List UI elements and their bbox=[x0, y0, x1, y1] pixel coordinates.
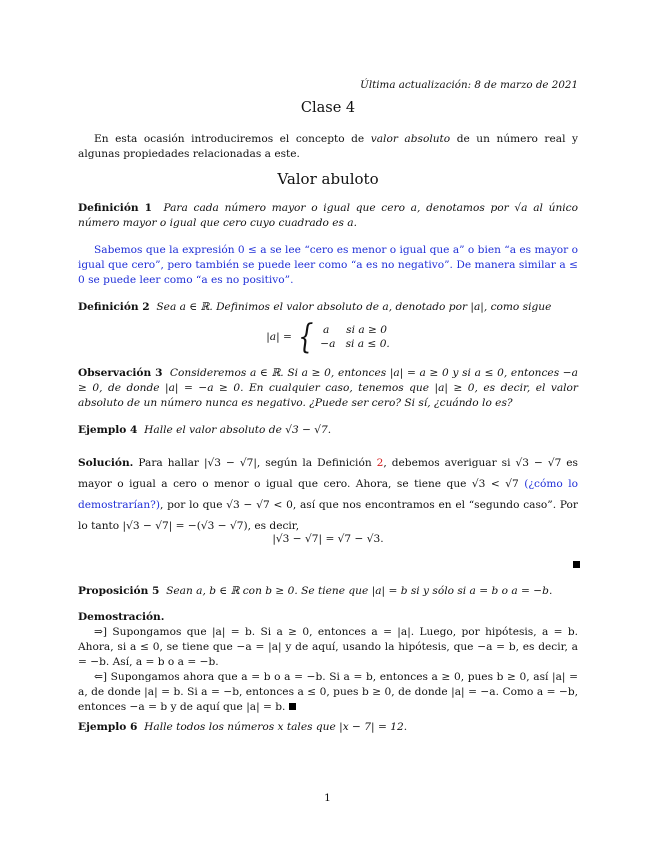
definition-2-label: Definición 2 bbox=[78, 301, 150, 313]
intro-paragraph: En esta ocasión introduciremos el concepto de valor absoluto de un número real y algunas propiedades relacionadas a este. bbox=[78, 133, 578, 160]
example-4-text: Halle el valor absoluto de √3 − √7. bbox=[144, 424, 332, 436]
definition-2-text: Sea a ∈ ℝ. Definimos el valor absoluto de a, denotado por |a|, como sigue bbox=[156, 301, 552, 313]
example-4-label: Ejemplo 4 bbox=[78, 424, 138, 436]
last-updated: Última actualización: 8 de marzo de 2021 bbox=[360, 79, 578, 91]
formula-cases bbox=[320, 323, 390, 351]
observation-3-label: Observación 3 bbox=[78, 367, 163, 379]
solution-paragraph: Solución. Para hallar |√3 − √7|, según la Definición 2, debemos averiguar si √3 − √7 es mayor o igual a cero o menor o igual que cero. Ahora, se tiene que √3 < √7 (¿cómo lo demostrarían?), por lo que √3 − √7 < 0, así que nos encontramos en el “segundo caso”. Por lo tanto |√3 − √7| = −(√3 − √7), es decir, bbox=[78, 457, 578, 532]
qed-icon bbox=[289, 703, 296, 710]
proof-label: Demostración. bbox=[78, 611, 165, 623]
definition-2 bbox=[78, 300, 578, 315]
solution-label: Solución. bbox=[78, 457, 134, 469]
brace-icon: { bbox=[298, 317, 314, 357]
definition-1-label: Definición 1 bbox=[78, 202, 153, 214]
formula-case-2: −a si a ≤ 0. bbox=[320, 338, 390, 350]
observation-3 bbox=[78, 366, 578, 411]
abs-value-definition-formula bbox=[78, 317, 578, 357]
example-4 bbox=[78, 423, 578, 438]
example-6 bbox=[78, 720, 578, 735]
example-6-label: Ejemplo 6 bbox=[78, 721, 138, 733]
definition-reference-link[interactable]: 2 bbox=[376, 457, 384, 469]
formula-lhs: |a| = bbox=[266, 331, 292, 343]
definition-1-text: Para cada número mayor o igual que cero a, denotamos por √a al único número mayor o igual que cero cuyo cuadrado es a. bbox=[78, 202, 578, 229]
example-6-text: Halle todos los números x tales que |x − 7| = 12. bbox=[144, 721, 408, 733]
proposition-5-text: Sean a, b ∈ ℝ con b ≥ 0. Se tiene que |a| = b si y sólo si a = b o a = −b. bbox=[166, 585, 553, 597]
proposition-5-label: Proposición 5 bbox=[78, 585, 160, 597]
page-title: Clase 4 bbox=[300, 100, 356, 116]
proof-hint-link[interactable]: (¿cómo lo demostrarían?) bbox=[78, 478, 578, 511]
observation-3-text: Consideremos a ∈ ℝ. Si a ≥ 0, entonces |a| = a ≥ 0 y si a ≤ 0, entonces −a ≥ 0, de donde |a| = −a ≥ 0. En cualquier caso, tenemos que |a| ≥ 0, es decir, el valor absoluto de un número nunca es negativo. ¿Puede ser cero? Si sí, ¿cuándo lo es? bbox=[78, 367, 578, 409]
qed-icon bbox=[573, 561, 580, 568]
intro-emphasis: valor absoluto bbox=[370, 133, 451, 145]
note-paragraph: Sabemos que la expresión 0 ≤ a se lee “cero es menor o igual que a” o bien “a es mayor o igual que cero”, pero también se puede leer como “a es no negativo”. De manera similar a ≤ 0 se puede leer como “a es no positivo”. bbox=[78, 244, 578, 286]
formula-case-1: a si a ≥ 0 bbox=[323, 324, 388, 336]
proof-backward-direction: ⇐] Supongamos ahora que a = b o a = −b. Si a = b, entonces a ≥ 0, pues b ≥ 0, así |a| = a, de donde |a| = b. Si a = −b, entonces a ≤ 0, pues b ≥ 0, de donde |a| = −a. Como a = −b, entonces −a = b y de aquí que |a| = b. bbox=[78, 671, 578, 713]
proposition-5 bbox=[78, 584, 578, 599]
proof-forward-direction: ⇒] Supongamos que |a| = b. Si a ≥ 0, entonces a = |a|. Luego, por hipótesis, a = b. Ahora, si a ≤ 0, se tiene que −a = |a| y de aquí, usando la hipótesis, que −a = b, es decir, a = −b. Así, a = b o a = −b. bbox=[78, 626, 578, 668]
solution-display-formula: |√3 − √7| = √7 − √3. bbox=[272, 533, 384, 545]
definition-1 bbox=[78, 201, 578, 231]
page-number: 1 bbox=[324, 792, 331, 804]
section-heading: Valor abuloto bbox=[277, 170, 379, 188]
